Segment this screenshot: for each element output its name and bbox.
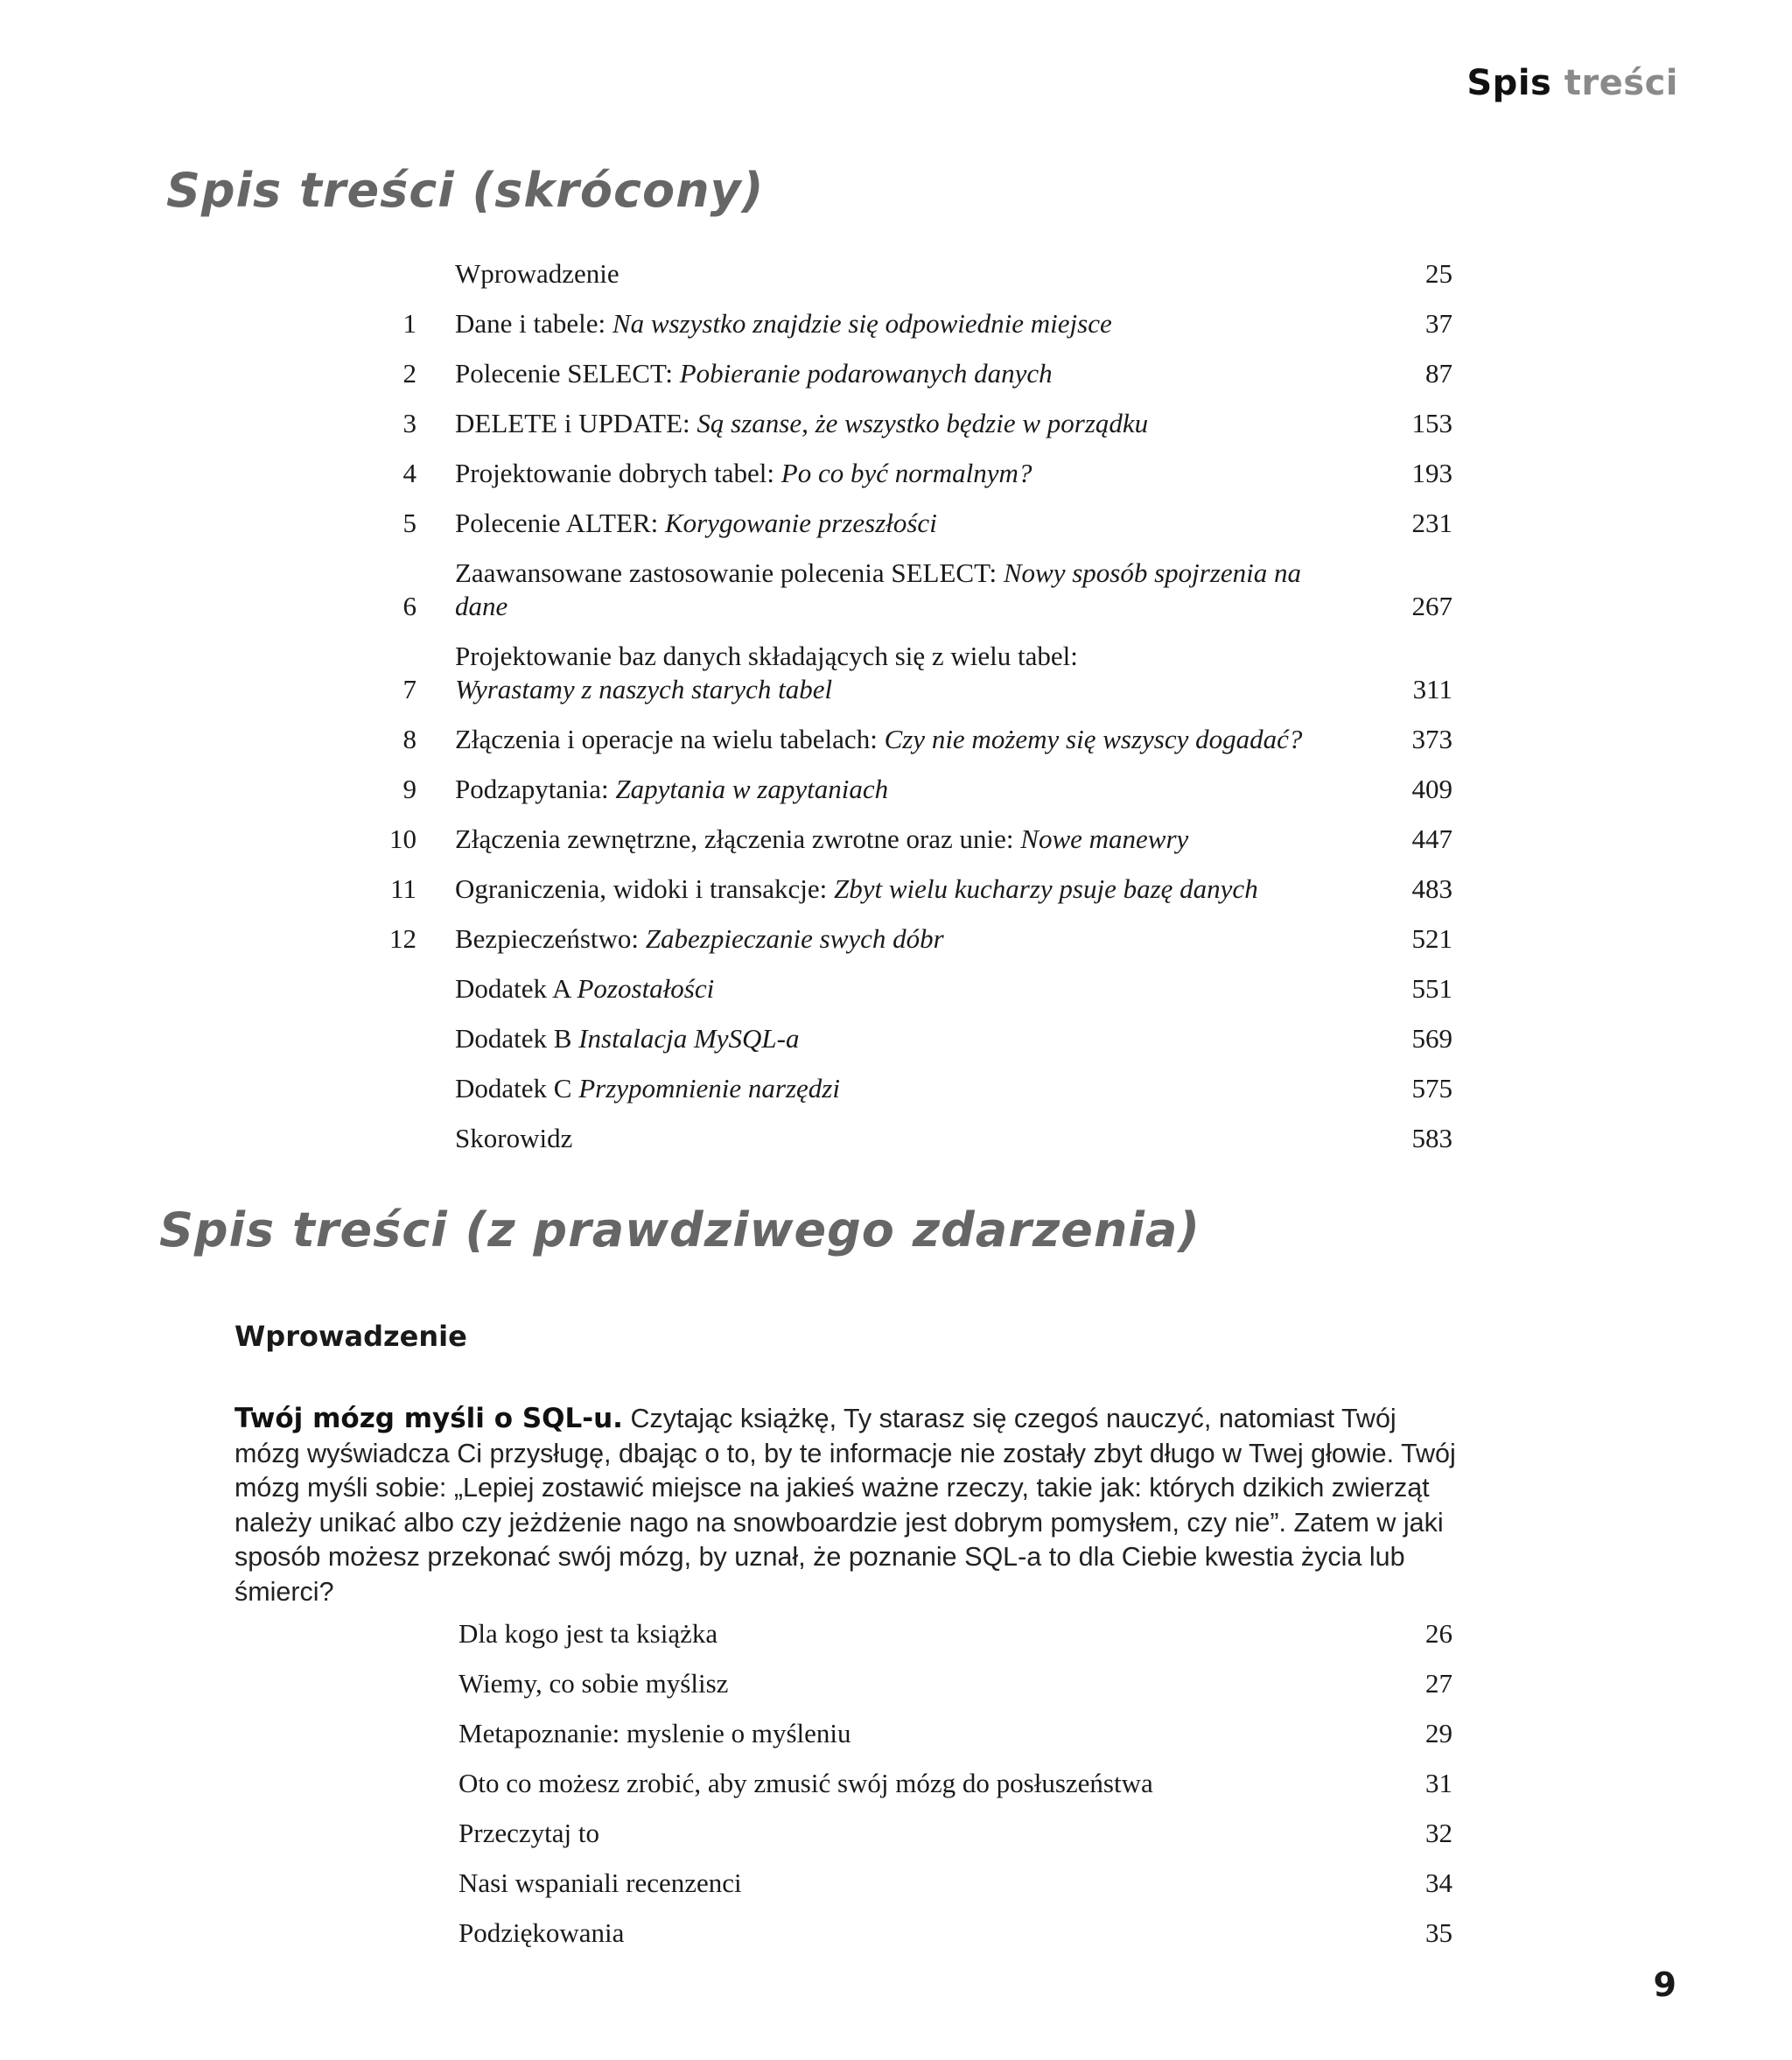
short-toc-title: Spis treści (skrócony) [166,163,765,218]
toc-entry-main: Złączenia zewnętrzne, złączenia zwrotne oraz unie: [455,823,1021,854]
toc-entry-main: Dane i tabele: [455,308,612,339]
toc-entry-subtitle: Korygowanie przeszłości [664,508,937,538]
toc-entry-title [455,1072,1356,1105]
toc-entry [368,307,1452,340]
intro-paragraph [234,1402,1460,1609]
toc-entry-subtitle: Czy nie możemy się wszyscy dogadać? [884,724,1303,754]
toc-entry-page: 483 [1411,873,1452,904]
intro-toc-entry-title: Metapoznanie: myslenie o myśleniu [458,1718,851,1748]
toc-entry-main: Dodatek B [455,1023,579,1054]
toc-entry-page: 311 [1412,674,1452,704]
toc-entry-number: 5 [402,508,416,538]
toc-entry-subtitle: Pozostałości [577,973,715,1004]
toc-entry-page: 37 [1425,308,1452,339]
toc-entry-number: 8 [402,724,416,754]
toc-entry-subtitle: Pobieranie podarowanych danych [679,358,1053,389]
intro-toc-entry-page: 35 [1425,1917,1452,1948]
toc-entry-main: Podzapytania: [455,774,616,804]
toc-entry-main: Złączenia i operacje na wielu tabelach: [455,724,885,754]
toc-entry-page: 373 [1411,724,1452,754]
toc-entry-title [455,922,1356,956]
toc-entry [368,723,1452,756]
short-toc-list [368,257,1452,1172]
toc-entry-main: Bezpieczeństwo: [455,923,646,954]
toc-entry-subtitle: Są szanse, że wszystko będzie w porządku [696,408,1149,438]
intro-toc-entry-title: Wiemy, co sobie myślisz [458,1668,729,1699]
toc-entry-page: 521 [1411,923,1452,954]
toc-entry-page: 569 [1411,1023,1452,1054]
toc-entry-title [455,357,1356,390]
toc-entry-main: Skorowidz [455,1123,573,1153]
intro-toc-entry [458,1667,1452,1700]
toc-entry-subtitle: Nowe manewry [1020,823,1189,854]
intro-toc-entry-page: 29 [1425,1718,1452,1748]
intro-toc-entry [458,1617,1452,1650]
toc-entry-title [455,457,1356,490]
intro-toc-entry-title: Dla kogo jest ta książka [458,1618,718,1649]
toc-entry-title [455,507,1356,540]
toc-entry-number: 3 [402,408,416,438]
toc-entry-main: Polecenie SELECT: [455,358,680,389]
toc-entry-subtitle: Wyrastamy z naszych starych tabel [455,674,833,704]
toc-entry-number: 9 [402,774,416,804]
toc-entry-number: 6 [402,591,416,621]
intro-toc-entry-title: Przeczytaj to [458,1818,599,1848]
toc-entry-page: 575 [1411,1073,1452,1104]
toc-entry-title [455,1022,1356,1055]
intro-section-heading: Wprowadzenie [234,1320,467,1353]
toc-entry-number: 2 [402,358,416,389]
toc-entry-title [455,557,1356,623]
toc-entry-page: 409 [1411,774,1452,804]
running-header [1466,63,1678,103]
intro-toc-entry-page: 32 [1425,1818,1452,1848]
toc-entry-number: 4 [402,458,416,488]
toc-entry-main: Ograniczenia, widoki i transakcje: [455,873,834,904]
page-number: 9 [1653,1965,1676,2004]
toc-entry-main: Projektowanie baz danych składających się z wielu tabel: [455,641,1078,671]
toc-entry-number: 10 [389,823,416,854]
intro-toc-entry-title: Nasi wspaniali recenzenci [458,1867,742,1898]
intro-toc-entry-page: 27 [1425,1668,1452,1699]
intro-toc-entry-page: 31 [1425,1768,1452,1798]
toc-entry-page: 87 [1425,358,1452,389]
toc-entry [368,823,1452,856]
toc-entry-title [455,972,1356,1005]
intro-toc-entry-title: Podziękowania [458,1917,625,1948]
toc-entry-page: 153 [1411,408,1452,438]
toc-entry-subtitle: Przypomnienie narzędzi [578,1073,840,1104]
toc-entry-title [455,257,1356,291]
toc-entry-main: Dodatek A [455,973,578,1004]
toc-entry [368,357,1452,390]
intro-toc-entry [458,1767,1452,1800]
running-header-light: treści [1564,63,1678,103]
toc-entry [368,773,1452,806]
toc-entry-subtitle: Zapytania w zapytaniach [615,774,889,804]
toc-entry-title [455,1122,1356,1155]
toc-entry-number: 12 [389,923,416,954]
toc-entry-page: 447 [1411,823,1452,854]
toc-entry-page: 25 [1425,258,1452,289]
toc-entry-main: Zaawansowane zastosowanie polecenia SELECT: [455,557,1004,588]
toc-entry-subtitle: Zabezpieczanie swych dóbr [645,923,944,954]
intro-toc-list [458,1617,1452,1966]
toc-entry-main: Dodatek C [455,1073,579,1104]
toc-entry-title [455,640,1356,706]
toc-entry [368,1022,1452,1055]
toc-entry [368,457,1452,490]
toc-entry-page: 231 [1411,508,1452,538]
toc-entry-main: Projektowanie dobrych tabel: [455,458,781,488]
toc-entry-subtitle: Po co być normalnym? [780,458,1032,488]
intro-toc-entry-page: 26 [1425,1618,1452,1649]
intro-toc-entry [458,1867,1452,1900]
toc-entry [368,640,1452,706]
toc-entry [368,1122,1452,1155]
intro-toc-entry-page: 34 [1425,1867,1452,1898]
toc-entry [368,407,1452,440]
running-header-strong: Spis [1466,63,1552,103]
toc-entry [368,922,1452,956]
toc-entry-number: 7 [402,674,416,704]
toc-entry-title [455,723,1356,756]
toc-entry-title [455,307,1356,340]
toc-entry-number: 11 [390,873,416,904]
intro-toc-entry [458,1916,1452,1950]
toc-entry-title [455,407,1356,440]
toc-entry-main: Polecenie ALTER: [455,508,665,538]
toc-entry-title [455,773,1356,806]
toc-entry [368,1072,1452,1105]
toc-entry-main: DELETE i UPDATE: [455,408,697,438]
toc-entry-number: 1 [402,308,416,339]
toc-entry-main: Wprowadzenie [455,258,620,289]
intro-lead: Twój mózg myśli o SQL-u. [234,1403,623,1434]
toc-entry-title [455,823,1356,856]
toc-entry [368,507,1452,540]
toc-entry-subtitle: Nowy sposób spojrzenia na dane [455,557,1302,621]
toc-entry-subtitle: Instalacja MySQL-a [578,1023,800,1054]
toc-entry-subtitle: Zbyt wielu kucharzy psuje bazę danych [833,873,1258,904]
toc-entry-page: 583 [1411,1123,1452,1153]
toc-entry [368,972,1452,1005]
full-toc-title: Spis treści (z prawdziwego zdarzenia) [159,1202,1200,1258]
toc-entry-subtitle: Na wszystko znajdzie się odpowiednie miejsce [612,308,1112,339]
toc-entry [368,557,1452,623]
intro-toc-entry-title: Oto co możesz zrobić, aby zmusić swój mózg do posłuszeństwa [458,1768,1153,1798]
toc-entry [368,872,1452,906]
toc-entry-title [455,872,1356,906]
toc-entry-page: 551 [1411,973,1452,1004]
toc-entry-page: 267 [1411,591,1452,621]
toc-entry [368,257,1452,291]
intro-text: Czytając książkę, Ty starasz się czegoś nauczyć, natomiast Twój mózg wyświadcza Ci przysługę, dbając o to, by te informacje nie zostały zbyt długo w Twej głowie. Twój mózg myśli sobie: „Lepiej zostawić miejsce na jakieś ważne rzeczy, takie jak: których dzikich zwierząt należy unikać albo czy jeżdżenie nago na snowboardzie jest dobrym pomysłem, czy nie”. Zatem w jaki sposób możesz przekonać swój mózg, by uznał, że poznanie SQL-a to dla Ciebie kwestia życia lub śmierci? [234,1404,1456,1607]
intro-toc-entry [458,1717,1452,1750]
intro-toc-entry [458,1817,1452,1850]
toc-entry-page: 193 [1411,458,1452,488]
